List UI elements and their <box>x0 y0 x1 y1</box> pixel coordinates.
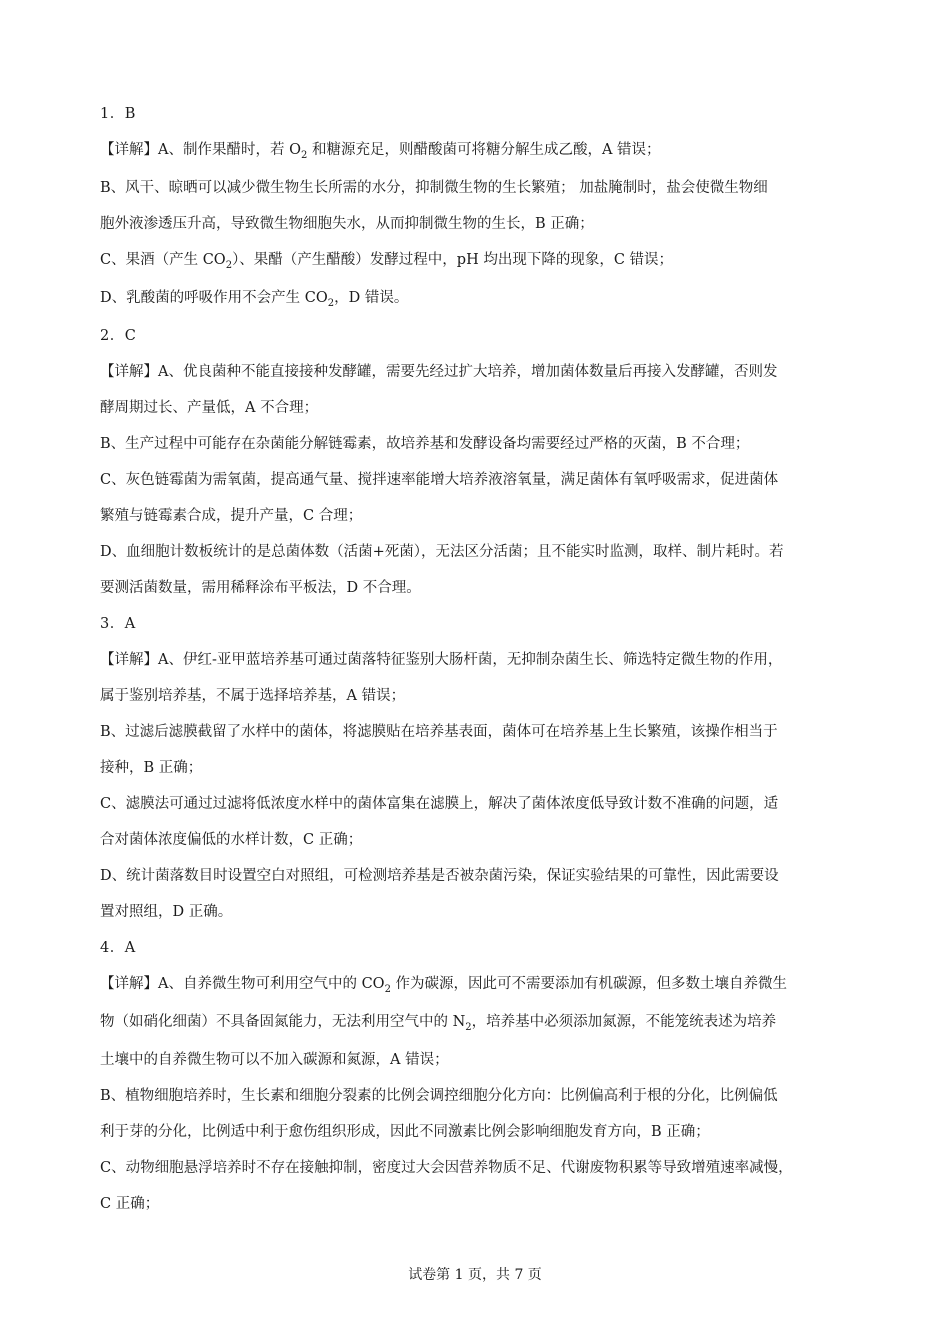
explanation-line <box>100 1004 860 1042</box>
explanation-line <box>100 242 860 280</box>
text-run: C、滤膜法可通过过滤将低浓度水样中的菌体富集在滤膜上，解决了菌体浓度低导致计数不准确的问题，适 <box>100 796 779 812</box>
explanation-line <box>100 462 860 498</box>
explanation-line <box>100 206 860 242</box>
explanation-line <box>100 1150 860 1186</box>
text-run: 土壤中的自养微生物可以不加入碳源和氮源，A 错误； <box>100 1052 449 1068</box>
explanation-line <box>100 1078 860 1114</box>
explanation-line <box>100 786 860 822</box>
text-run: 【详解】A、自养微生物可利用空气中的 CO <box>100 976 385 992</box>
answer-line: 2．C <box>100 328 137 344</box>
explanation-line <box>100 894 860 930</box>
text-run: D、血细胞计数板统计的是总菌体数（活菌+死菌），无法区分活菌；且不能实时监测，取样、制片耗时。若 <box>100 544 784 560</box>
text-run: 合对菌体浓度偏低的水样计数，C 正确； <box>100 832 363 848</box>
text-run: 【详解】A、伊红-亚甲蓝培养基可通过菌落特征鉴别大肠杆菌，无抑制杂菌生长、筛选特定微生物的作用， <box>100 652 783 668</box>
text-run: D、统计菌落数目时设置空白对照组，可检测培养基是否被杂菌污染，保证实验结果的可靠性，因此需要设 <box>100 868 779 884</box>
text-run: ）、果醋（产生醋酸）发酵过程中，pH 均出现下降的现象，C 错误； <box>232 252 674 268</box>
text-run: 属于鉴别培养基，不属于选择培养基，A 错误； <box>100 688 406 704</box>
text-run: B、风干、晾晒可以减少微生物生长所需的水分，抑制微生物的生长繁殖； 加盐腌制时，盐会使微生物细 <box>100 180 768 196</box>
explanation-line <box>100 714 860 750</box>
document-body <box>100 96 860 1222</box>
subscript: 2 <box>465 1022 472 1033</box>
page-footer: 试卷第 1 页，共 7 页 <box>408 1267 542 1283</box>
subscript: 2 <box>327 298 335 309</box>
explanation-line <box>100 822 860 858</box>
explanation-line <box>100 426 860 462</box>
explanation-line <box>100 570 860 606</box>
text-run: 置对照组，D 正确。 <box>100 904 233 920</box>
explanation-line <box>100 534 860 570</box>
subscript: 2 <box>384 984 391 995</box>
explanation-line <box>100 966 860 1004</box>
explanation-line <box>100 132 860 170</box>
subscript: 2 <box>300 150 308 161</box>
explanation-line <box>100 170 860 206</box>
text-run: 要测活菌数量，需用稀释涂布平板法，D 不合理。 <box>100 580 421 596</box>
text-run: 酵周期过长、产量低，A 不合理； <box>100 400 319 416</box>
text-run: 作为碳源，因此可不需要添加有机碳源，但多数土壤自养微生 <box>390 976 788 992</box>
text-run: 胞外液渗透压升高，导致微生物细胞失水，从而抑制微生物的生长，B 正确； <box>100 216 594 232</box>
explanation-line <box>100 280 860 318</box>
explanation-line <box>100 354 860 390</box>
text-run: C、果酒（产生 CO <box>100 252 226 268</box>
explanation-line <box>100 642 860 678</box>
text-run: 繁殖与链霉素合成，提升产量，C 合理； <box>100 508 363 524</box>
text-run: 利于芽的分化，比例适中利于愈伤组织形成，因此不同激素比例会影响细胞发育方向，B 正确； <box>100 1124 710 1140</box>
text-run: C、灰色链霉菌为需氧菌，提高通气量、搅拌速率能增大培养液溶氧量，满足菌体有氧呼吸需求，促进菌体 <box>100 472 779 488</box>
text-run: D、乳酸菌的呼吸作用不会产生 CO <box>100 290 328 306</box>
subscript: 2 <box>225 260 233 271</box>
text-run: C、动物细胞悬浮培养时不存在接触抑制，密度过大会因营养物质不足、代谢废物积累等导致增殖速率减慢， <box>100 1160 793 1176</box>
explanation-line <box>100 390 860 426</box>
explanation-line <box>100 858 860 894</box>
explanation-line <box>100 498 860 534</box>
text-run: 和糖源充足，则醋酸菌可将糖分解生成乙酸，A 错误； <box>307 142 661 158</box>
answer-line: 4．A <box>100 940 136 956</box>
text-run: 物（如硝化细菌）不具备固氮能力，无法利用空气中的 N <box>100 1014 466 1030</box>
explanation-line <box>100 678 860 714</box>
explanation-line <box>100 750 860 786</box>
text-run: ，培养基中必须添加氮源，不能笼统表述为培养 <box>471 1014 777 1030</box>
text-run: B、过滤后滤膜截留了水样中的菌体，将滤膜贴在培养基表面，菌体可在培养基上生长繁殖，该操作相当于 <box>100 724 778 740</box>
text-run: ，D 错误。 <box>334 290 409 306</box>
text-run: 【详解】A、优良菌种不能直接接种发酵罐，需要先经过扩大培养，增加菌体数量后再接入发酵罐，否则发 <box>100 364 778 380</box>
explanation-line <box>100 1114 860 1150</box>
explanation-line <box>100 1042 860 1078</box>
text-run: B、生产过程中可能存在杂菌能分解链霉素，故培养基和发酵设备均需要经过严格的灭菌，B 不合理； <box>100 436 750 452</box>
text-run: 【详解】A、制作果醋时，若 O <box>100 142 301 158</box>
answer-line: 3．A <box>100 616 136 632</box>
text-run: C 正确； <box>100 1196 160 1212</box>
answer-line: 1．B <box>100 106 136 122</box>
text-run: B、植物细胞培养时，生长素和细胞分裂素的比例会调控细胞分化方向：比例偏高利于根的分化，比例偏低 <box>100 1088 778 1104</box>
explanation-line <box>100 1186 860 1222</box>
text-run: 接种，B 正确； <box>100 760 203 776</box>
